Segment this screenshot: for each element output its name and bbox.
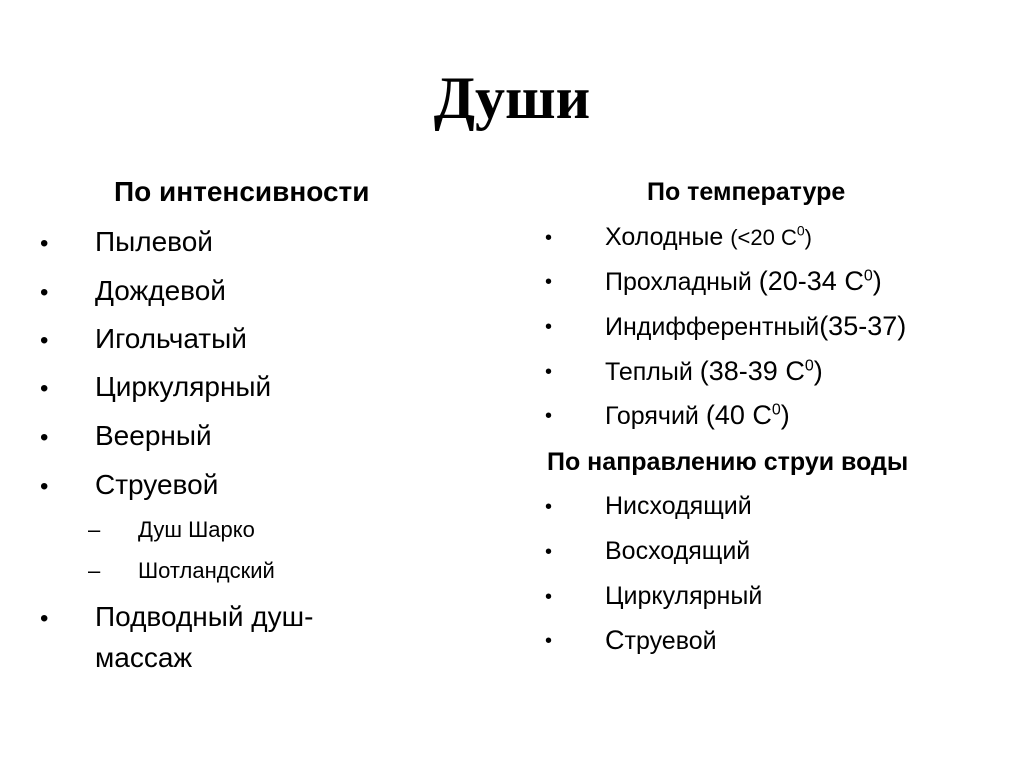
list-item-label: Дождевой: [95, 275, 226, 306]
temperature-value: (<20 С: [730, 225, 797, 250]
list-item-label: [605, 221, 812, 254]
bullet-icon: •: [545, 496, 553, 518]
bullet-icon: •: [40, 375, 49, 402]
degree-superscript: 0: [796, 222, 805, 239]
bullet-icon: •: [545, 586, 553, 608]
right-column-heading-2: По направлению струи воды: [547, 448, 909, 476]
temperature-name: Горячий: [605, 402, 706, 430]
list-item-label: Струевой: [95, 469, 219, 500]
list-item-label: Веерный: [95, 420, 212, 451]
list-item-label: массаж: [95, 642, 193, 673]
temperature-value: (20-34 С: [758, 266, 864, 296]
list-item-label: [605, 399, 790, 432]
degree-superscript: 0: [771, 401, 781, 419]
bullet-icon: •: [40, 424, 49, 451]
list-item-label: Нисходящий: [605, 492, 752, 520]
bullet-icon: •: [545, 541, 553, 563]
list-item-label: Восходящий: [605, 537, 751, 565]
bullet-icon: •: [545, 361, 553, 383]
list-item-label: Пылевой: [95, 226, 213, 257]
temperature-name: Прохладный: [605, 268, 759, 296]
temperature-value: (35-37): [819, 311, 907, 341]
bullet-icon: •: [545, 630, 553, 652]
list-item-label: [605, 355, 823, 388]
list-item-label: Циркулярный: [95, 371, 272, 402]
right-column-heading: По температуре: [647, 178, 846, 206]
bullet-icon: •: [40, 605, 49, 632]
dash-icon: –: [88, 558, 101, 583]
temperature-close: ): [872, 266, 882, 296]
bullet-icon: •: [545, 316, 553, 338]
list-item-label: Циркулярный: [605, 582, 763, 610]
temperature-close: ): [780, 400, 790, 430]
temperature-close: ): [804, 225, 812, 250]
rest-of-word: труевой: [624, 627, 717, 655]
dash-icon: –: [88, 517, 101, 542]
left-column-heading: По интенсивности: [114, 176, 370, 207]
list-item-label: [605, 265, 882, 298]
list-item-label: Подводный душ-: [95, 601, 314, 632]
bullet-icon: •: [545, 405, 553, 427]
temperature-name: Теплый: [605, 358, 700, 386]
bullet-icon: •: [545, 271, 553, 293]
temperature-name: Индифферентный: [605, 313, 820, 341]
slide-title: Души: [433, 65, 591, 131]
temperature-value: (38-39 С: [699, 356, 805, 386]
sub-list-item-label: Шотландский: [138, 558, 275, 583]
bullet-icon: •: [40, 230, 49, 257]
temperature-value: (40 С: [705, 400, 772, 430]
bullet-icon: •: [545, 227, 553, 249]
bullet-icon: •: [40, 327, 49, 354]
degree-superscript: 0: [863, 267, 873, 285]
list-item-label: [605, 310, 906, 343]
list-item-label: Игольчатый: [95, 323, 247, 354]
list-item-label: [605, 624, 717, 657]
sub-list-item-label: Душ Шарко: [138, 517, 255, 542]
first-letter: С: [605, 625, 625, 655]
bullet-icon: •: [40, 473, 49, 500]
temperature-name: Холодные: [605, 223, 731, 251]
degree-superscript: 0: [804, 357, 814, 375]
temperature-close: ): [813, 356, 823, 386]
bullet-icon: •: [40, 279, 49, 306]
